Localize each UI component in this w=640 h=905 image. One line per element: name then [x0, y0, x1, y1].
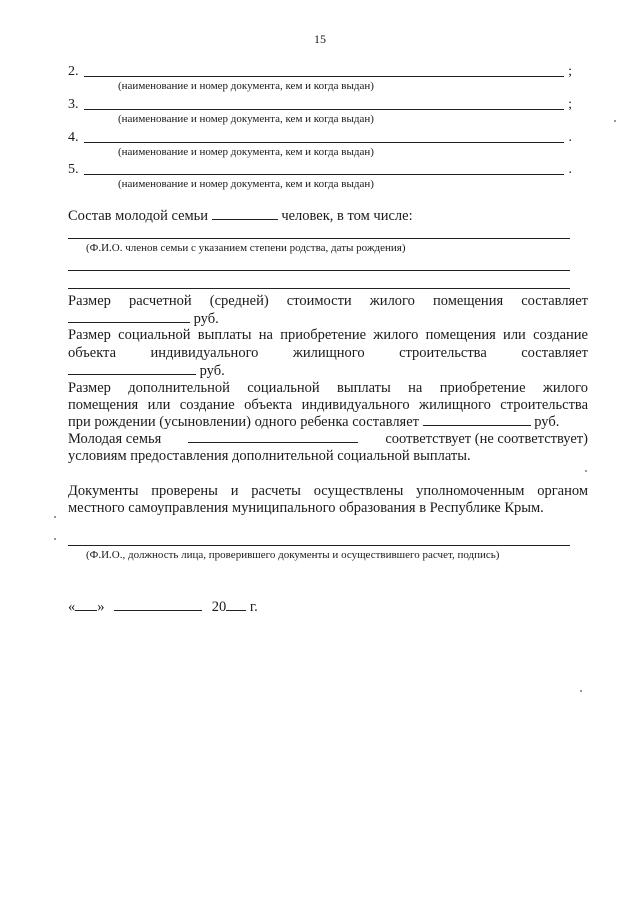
member-count-field[interactable] [212, 207, 278, 220]
family-label-suffix: человек, в том числе: [281, 208, 413, 224]
line-number: 4. [68, 130, 79, 145]
additional-payment-amount [68, 413, 559, 431]
fill-in-line[interactable] [84, 109, 564, 110]
line-number: 2. [68, 64, 79, 79]
document-caption: (наименование и номер документа, кем и когда выдан) [118, 178, 374, 190]
currency-unit: руб. [199, 363, 225, 379]
document-caption: (наименование и номер документа, кем и когда выдан) [118, 146, 374, 158]
family-status-label: Молодая семья [68, 431, 162, 447]
social-payment-amount [68, 362, 225, 380]
family-members-caption: (Ф.И.О. членов семьи с указанием степени родства, даты рождения) [86, 242, 406, 254]
additional-payment-text: Размер дополнительной социальной выплаты на приобретение жилого [68, 380, 588, 396]
day-field[interactable] [75, 598, 97, 611]
additional-payment-text: помещения или создание объекта индивидуального жилищного строительства [68, 397, 588, 413]
verification-text: Документы проверены и расчеты осуществлены уполномоченным органом [68, 483, 588, 499]
social-payment-text: объекта индивидуального жилищного строительства составляет [68, 345, 588, 361]
open-quote: « [68, 599, 76, 615]
family-status [68, 430, 588, 448]
fill-in-line[interactable] [84, 142, 564, 143]
currency-unit: руб. [534, 414, 560, 430]
family-status-option: соответствует (не соответствует) [385, 431, 588, 447]
scan-speck [614, 120, 616, 122]
family-label: Состав молодой семьи [68, 208, 209, 224]
scan-speck [585, 470, 587, 472]
additional-payment-field[interactable] [423, 413, 531, 426]
family-members-line[interactable] [68, 270, 570, 271]
line-number: 5. [68, 162, 79, 177]
line-terminator: ; [568, 64, 572, 79]
line-number: 3. [68, 97, 79, 112]
line-terminator: . [568, 162, 572, 177]
document-caption: (наименование и номер документа, кем и когда выдан) [118, 80, 374, 92]
scan-speck [54, 538, 56, 540]
family-status-text: условиям предоставления дополнительной социальной выплаты. [68, 448, 471, 464]
family-members-line[interactable] [68, 238, 570, 239]
currency-unit: руб. [193, 311, 219, 327]
scan-speck [580, 690, 582, 692]
line-terminator: ; [568, 97, 572, 112]
family-name-field[interactable] [188, 430, 358, 443]
family-members-line[interactable] [68, 288, 570, 289]
scan-speck [54, 516, 56, 518]
social-payment-text: Размер социальной выплаты на приобретение жилого помещения или создание [68, 327, 588, 343]
close-quote: » [97, 599, 105, 615]
signature-line[interactable] [68, 545, 570, 546]
year-field[interactable] [226, 598, 246, 611]
family-composition [68, 207, 413, 225]
verification-text: местного самоуправления муниципального образования в Республике Крым. [68, 500, 544, 516]
year-prefix: 20 [211, 599, 227, 615]
month-field[interactable] [114, 598, 202, 611]
fill-in-line[interactable] [84, 174, 564, 175]
cost-text: Размер расчетной (средней) стоимости жилого помещения составляет [68, 293, 588, 309]
year-suffix: г. [249, 599, 258, 615]
cost-field[interactable] [68, 310, 190, 323]
social-payment-field[interactable] [68, 362, 196, 375]
fill-in-line[interactable] [84, 76, 564, 77]
date-line [68, 598, 258, 616]
signature-caption: (Ф.И.О., должность лица, проверившего документы и осуществившего расчет, подпись) [86, 549, 500, 561]
additional-payment-text: при рождении (усыновлении) одного ребенка составляет [68, 414, 419, 430]
line-terminator: . [568, 130, 572, 145]
page-number: 15 [314, 32, 326, 46]
document-caption: (наименование и номер документа, кем и когда выдан) [118, 113, 374, 125]
